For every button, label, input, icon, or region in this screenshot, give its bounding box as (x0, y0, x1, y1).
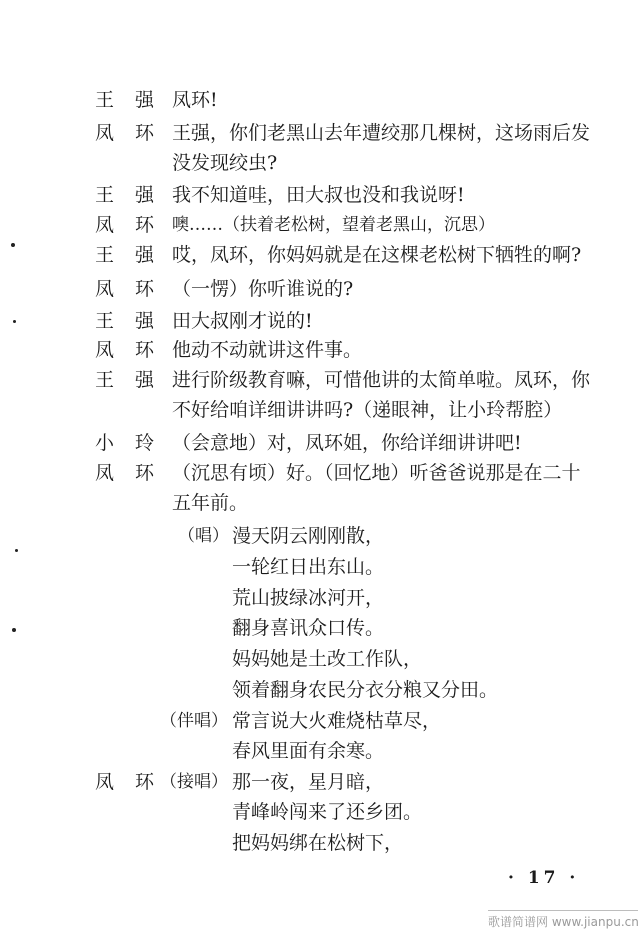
speaker-char: 王 (95, 89, 115, 111)
speaker-char: 环 (135, 462, 155, 484)
speaker-char: 环 (135, 122, 155, 144)
speaker-char: 环 (135, 214, 155, 236)
scan-mark (15, 549, 18, 552)
page-number: · 17 · (508, 868, 580, 888)
speaker-char: 凤 (95, 278, 115, 300)
speaker-char: 小 (95, 432, 115, 454)
speaker-char: 环 (135, 278, 155, 300)
dialogue-text: 凤环! (172, 89, 218, 111)
watermark: 歌谱简谱网 www.jianpu.cn (488, 915, 639, 929)
speaker-char: 凤 (95, 771, 115, 793)
speaker-char: 环 (135, 771, 155, 793)
speaker-char: 王 (95, 244, 115, 266)
song-line: 漫天阴云刚刚散， (232, 525, 385, 547)
dialogue-text: 噢……（扶着老松树，望着老黑山，沉思） (172, 215, 495, 235)
song-line: 把妈妈绑在松树下， (232, 832, 404, 854)
speaker-char: 凤 (95, 214, 115, 236)
speaker-char: 强 (135, 244, 155, 266)
speaker-char: 强 (135, 310, 155, 332)
speaker-char: 强 (135, 184, 155, 206)
scan-mark (12, 628, 16, 632)
scan-mark (11, 243, 15, 247)
dialogue-text: 田大叔刚才说的! (172, 310, 313, 332)
speaker-char: 王 (95, 369, 115, 391)
song-line: 翻身喜讯众口传。 (232, 617, 385, 639)
dialogue-text: 王强，你们老黑山去年遭绞那几棵树，这场雨后发 (172, 122, 591, 144)
speaker-char: 玲 (135, 432, 155, 454)
song-line: 常言说大火难烧枯草尽， (232, 710, 442, 732)
song-cue-chorus: （伴唱） (160, 711, 228, 731)
song-line: 春风里面有余寒。 (232, 740, 385, 762)
song-cue-sing: （唱） (178, 526, 229, 546)
song-line: 一轮红日出东山。 (232, 556, 385, 578)
dialogue-text: （一愣）你听谁说的? (172, 278, 354, 300)
speaker-char: 环 (135, 339, 155, 361)
speaker-char: 强 (135, 369, 155, 391)
dialogue-text: （会意地）对，凤环姐，你给详细讲讲吧! (172, 432, 522, 454)
song-line: 青峰岭闯来了还乡团。 (232, 801, 423, 823)
scan-mark (13, 320, 16, 323)
speaker-char: 凤 (95, 122, 115, 144)
dialogue-text: 他动不动就讲这件事。 (172, 339, 363, 361)
dialogue-continuation: 五年前。 (172, 492, 249, 514)
dialogue-continuation: 没发现绞虫? (172, 152, 278, 174)
song-cue-join: （接唱） (160, 772, 228, 792)
speaker-char: 凤 (95, 462, 115, 484)
song-line: 荒山披绿冰河开， (232, 587, 385, 609)
dialogue-text: （沉思有顷）好。（回忆地）听爸爸说那是在二十 (172, 462, 581, 484)
song-line: 那一夜，星月暗， (232, 771, 385, 793)
dialogue-text: 我不知道哇，田大叔也没和我说呀! (172, 184, 465, 206)
speaker-char: 王 (95, 184, 115, 206)
speaker-char: 强 (135, 89, 155, 111)
dialogue-text: 哎，凤环，你妈妈就是在这棵老松树下牺牲的啊? (172, 244, 582, 266)
dialogue-continuation: 不好给咱详细讲讲吗?（递眼神，让小玲帮腔） (172, 399, 563, 421)
song-line: 领着翻身农民分衣分粮又分田。 (232, 679, 499, 701)
speaker-char: 凤 (95, 339, 115, 361)
song-line: 妈妈她是土改工作队， (232, 648, 423, 670)
footer-divider (488, 910, 638, 911)
speaker-char: 王 (95, 310, 115, 332)
dialogue-text: 进行阶级教育嘛，可惜他讲的太简单啦。凤环，你 (172, 369, 591, 391)
